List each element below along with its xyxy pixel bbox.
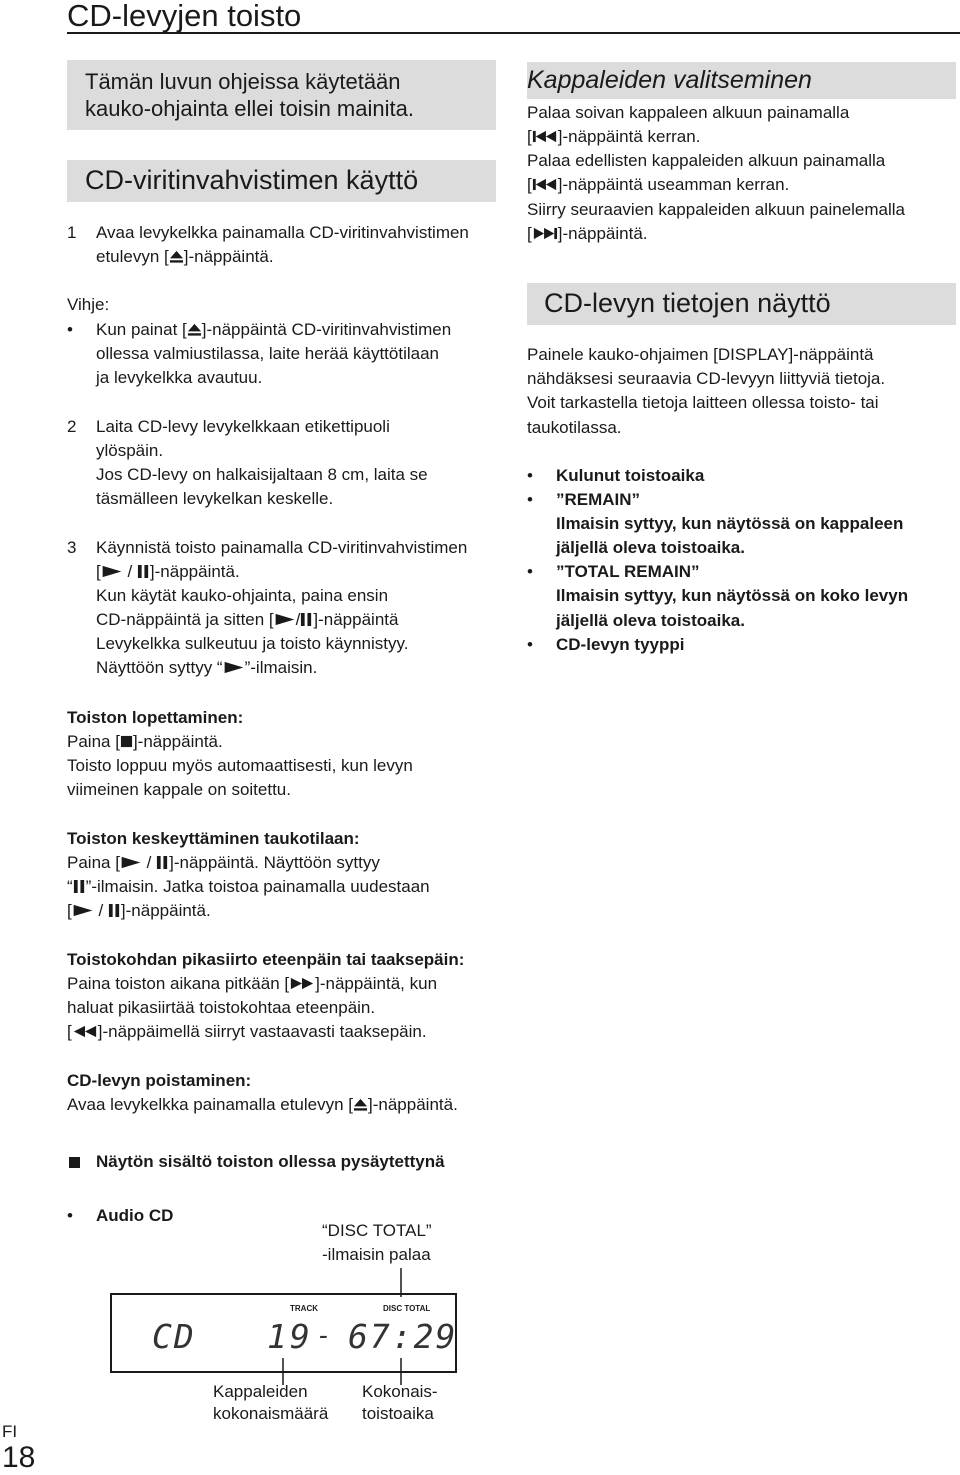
- bullet-icon: •: [527, 635, 533, 654]
- info-item-2-desc-2: jäljellä oleva toistoaika.: [556, 538, 745, 557]
- intro-note-line-1: Tämän luvun ohjeissa käytetään: [85, 69, 401, 94]
- step-2-line-4: täsmälleen levykelkan keskelle.: [96, 489, 334, 508]
- select-line-5: Siirry seuraavien kappaleiden alkuun painelemalla: [527, 200, 906, 219]
- step-2-line-3: Jos CD-levy on halkaisijaltaan 8 cm, laita se: [96, 465, 428, 484]
- seek-line-2: haluat pikasiirtää toistokohtaa eteenpäin.: [67, 998, 376, 1017]
- info-item-3-desc-1: Ilmaisin syttyy, kun näytössä on koko levyn: [556, 586, 909, 605]
- select-line-6: [ ]-näppäintä.: [527, 224, 648, 243]
- info-heading-box: [527, 283, 956, 325]
- bullet-icon: •: [67, 1206, 73, 1225]
- footer-language: FI: [2, 1422, 18, 1441]
- select-heading: Kappaleiden valitseminen: [527, 66, 812, 94]
- select-line-1: Palaa soivan kappaleen alkuun painamalla: [527, 103, 850, 122]
- info-item-1: Kulunut toistoaika: [556, 466, 705, 485]
- callout-tracks-line-2: kokonaismäärä: [213, 1404, 329, 1423]
- step-3-line-1: Käynnistä toisto painamalla CD-viritinvahvistimen: [96, 538, 468, 557]
- step-1-number: 1: [67, 223, 77, 242]
- page-title: CD-levyjen toisto: [67, 0, 302, 33]
- info-line-3: Voit tarkastella tietoja laitteen ollessa toisto- tai: [527, 393, 879, 412]
- hint-line-2: ollessa valmiustilassa, laite herää käyttötilaan: [96, 344, 440, 363]
- bullet-icon: •: [527, 490, 533, 509]
- pause-line-1: Paina [ / ]-näppäintä. Näyttöön syttyy: [67, 853, 380, 872]
- seek-line-3: [ ]-näppäimellä siirryt vastaavasti taaksepäin.: [67, 1022, 427, 1041]
- bullet-icon: •: [527, 562, 533, 581]
- select-line-3: Palaa edellisten kappaleiden alkuun painamalla: [527, 151, 886, 170]
- info-line-4: taukotilassa.: [527, 418, 622, 437]
- previous-track-icon: [532, 129, 558, 144]
- callout-time-line-1: Kokonais-: [362, 1382, 438, 1401]
- audio-cd-item: Audio CD: [96, 1206, 174, 1225]
- step-3-line-6: Näyttöön syttyy “ ”-ilmaisin.: [96, 658, 318, 677]
- hint-line-3: ja levykelkka avautuu.: [96, 368, 263, 387]
- bullet-icon: •: [527, 466, 533, 485]
- lcd-total-time: 67:29: [348, 1317, 458, 1356]
- next-track-icon: [532, 226, 558, 241]
- bullet-icon: •: [67, 320, 73, 339]
- hint-label: Vihje:: [67, 295, 110, 314]
- seek-title: Toistokohdan pikasiirto eteenpäin tai taaksepäin:: [67, 950, 465, 969]
- intro-note-line-2: kauko-ohjainta ellei toisin mainita.: [85, 96, 414, 121]
- hint-line-1: Kun painat [ ]-näppäintä CD-viritinvahvistimen: [96, 320, 452, 339]
- step-3-line-3: Kun käytät kauko-ohjainta, paina ensin: [96, 586, 389, 605]
- pause-title: Toiston keskeyttäminen taukotilaan:: [67, 829, 360, 848]
- step-3-number: 3: [67, 538, 77, 557]
- select-line-2: [ ]-näppäintä kerran.: [527, 127, 701, 146]
- info-item-3-desc-2: jäljellä oleva toistoaika.: [556, 611, 745, 630]
- previous-track-icon: [532, 177, 558, 192]
- remove-title: CD-levyn poistaminen:: [67, 1071, 252, 1090]
- section-heading: CD-viritinvahvistimen käyttö: [85, 165, 419, 195]
- stop-line-3: viimeinen kappale on soitettu.: [67, 780, 291, 799]
- select-heading-box: [527, 62, 956, 99]
- lcd-mode: CD: [152, 1317, 196, 1356]
- seek-line-1: Paina toiston aikana pitkään [ ]-näppäintä, kun: [67, 974, 438, 993]
- info-line-1: Painele kauko-ohjaimen [DISPLAY]-näppäintä: [527, 345, 874, 364]
- stop-line-2: Toisto loppuu myös automaattisesti, kun levyn: [67, 756, 413, 775]
- stop-title: Toiston lopettaminen:: [67, 708, 244, 727]
- callout-tracks-line-1: Kappaleiden: [213, 1382, 308, 1401]
- remove-line-1: Avaa levykelkka painamalla etulevyn [ ]-näppäintä.: [67, 1095, 458, 1114]
- callout-time-line-2: toistoaika: [362, 1404, 434, 1423]
- callout-disc-total-line-1: “DISC TOTAL”: [322, 1221, 432, 1240]
- lcd-track-count: 19: [267, 1317, 313, 1356]
- info-line-2: nähdäksesi seuraavia CD-levyyn liittyviä tietoja.: [527, 369, 886, 388]
- callout-disc-total-line-2: -ilmaisin palaa: [322, 1245, 431, 1264]
- lcd-label-track: TRACK: [290, 1304, 318, 1313]
- display-stop-heading: Näytön sisältö toiston ollessa pysäytettynä: [96, 1152, 445, 1171]
- info-item-2: ”REMAIN”: [556, 490, 641, 509]
- pause-line-3: [ / ]-näppäintä.: [67, 901, 211, 920]
- lcd-label-disc-total: DISC TOTAL: [383, 1304, 431, 1313]
- step-2-line-1: Laita CD-levy levykelkkaan etikettipuoli: [96, 417, 390, 436]
- info-item-4: CD-levyn tyyppi: [556, 635, 685, 654]
- info-heading: CD-levyn tietojen näyttö: [544, 288, 831, 318]
- step-1-line-1: Avaa levykelkka painamalla CD-viritinvahvistimen: [96, 223, 469, 242]
- step-3-line-2: [ / ]-näppäintä.: [96, 562, 240, 581]
- step-2-number: 2: [67, 417, 77, 436]
- pause-line-2: “ ”-ilmaisin. Jatka toistoa painamalla uudestaan: [67, 877, 430, 896]
- step-2-line-2: ylöspäin.: [96, 441, 164, 460]
- step-3-line-5: Levykelkka sulkeutuu ja toisto käynnistyy.: [96, 634, 409, 653]
- info-item-3: ”TOTAL REMAIN”: [556, 562, 700, 581]
- page-number: 18: [2, 1441, 36, 1474]
- step-1-line-2: etulevyn [ ]-näppäintä.: [96, 247, 274, 266]
- step-3-line-4: CD-näppäintä ja sitten [ / ]-näppäintä: [96, 610, 399, 629]
- lcd-separator: -: [316, 1321, 332, 1351]
- stop-line-1: Paina [ ]-näppäintä.: [67, 732, 223, 751]
- info-item-2-desc-1: Ilmaisin syttyy, kun näytössä on kappaleen: [556, 514, 904, 533]
- select-line-4: [ ]-näppäintä useamman kerran.: [527, 175, 790, 194]
